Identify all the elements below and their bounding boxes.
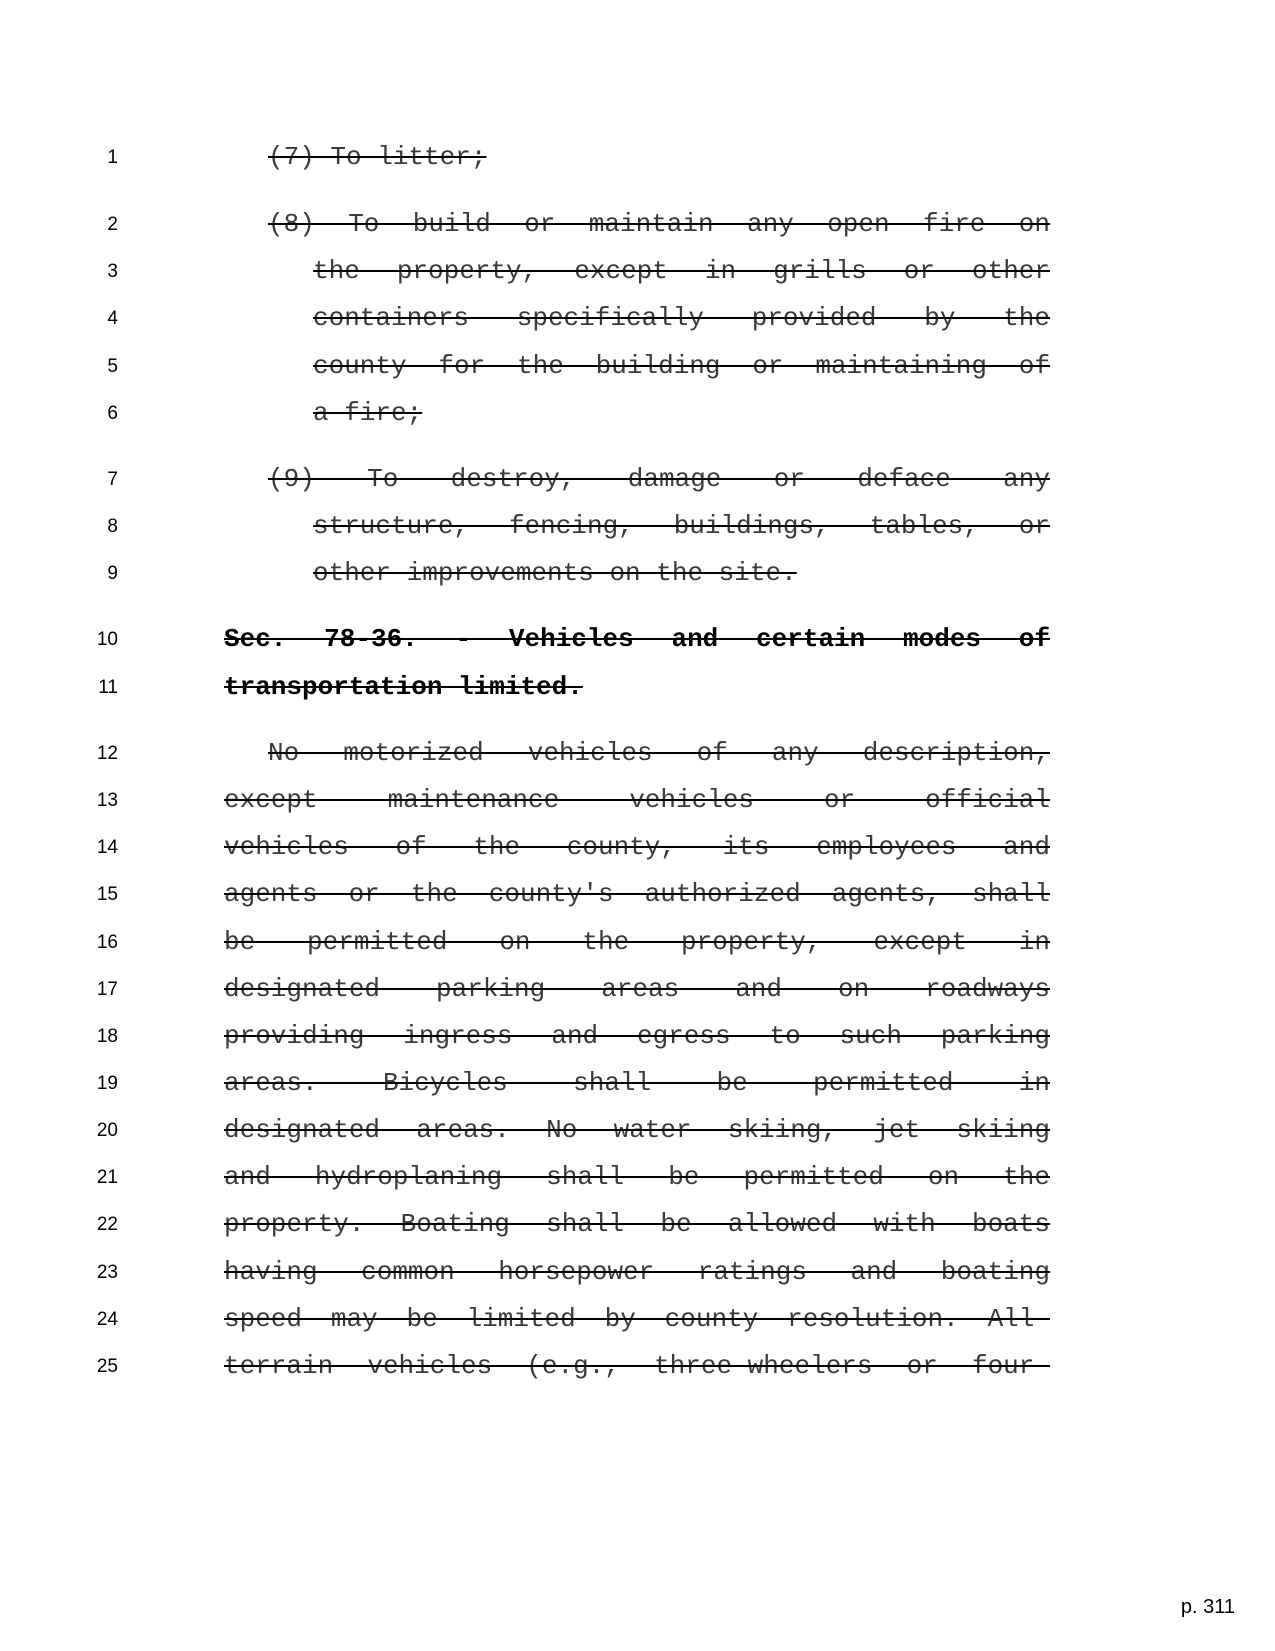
paragraph-line: be permitted on the property, except in [224,927,1050,957]
paragraph-line: except maintenance vehicles or official [224,785,1050,815]
paragraph-line: and hydroplaning shall be permitted on the [224,1162,1050,1192]
line-number: 21 [96,1167,118,1188]
line-number: 10 [96,629,118,650]
line-number: 8 [107,516,118,537]
line-number: 22 [96,1214,118,1235]
page-number: p. 311 [1180,1596,1235,1618]
line-number: 24 [96,1309,118,1330]
line-number: 9 [107,563,118,584]
item-7-line: (7) To litter; [268,142,487,172]
paragraph-line: agents or the county's authorized agents, shall [224,879,1050,909]
item-8-line: (8) To build or maintain any open fire on [268,209,1050,239]
section-heading: transportation limited. [224,672,583,702]
line-number: 4 [107,308,118,329]
item-8-line: containers specifically provided by the [313,303,1050,333]
paragraph-line: terrain vehicles (e.g., three-wheelers or four- [224,1351,1050,1381]
paragraph-line: designated areas. No water skiing, jet skiing [224,1115,1050,1145]
paragraph-line: vehicles of the county, its employees and [224,832,1050,862]
line-number: 7 [107,469,118,490]
line-number: 23 [96,1262,118,1283]
line-number: 1 [107,147,118,168]
item-9-line: other improvements on the site. [313,558,797,588]
line-number: 13 [96,790,118,811]
paragraph-line: areas. Bicycles shall be permitted in [224,1068,1050,1098]
item-9-line: structure, fencing, buildings, tables, or [313,511,1050,541]
line-number: 14 [96,837,118,858]
paragraph-line: property. Boating shall be allowed with boats [224,1209,1050,1239]
line-number: 15 [96,884,118,905]
line-number: 20 [96,1120,118,1141]
line-number: 16 [96,932,118,953]
line-number: 5 [107,356,118,377]
item-8-line: a fire; [313,398,423,428]
line-number: 12 [96,743,118,764]
line-number: 19 [96,1073,118,1094]
line-number: 3 [107,261,118,282]
paragraph-line: having common horsepower ratings and boating [224,1257,1050,1287]
item-9-line: (9) To destroy, damage or deface any [268,464,1050,494]
item-8-line: county for the building or maintaining of [313,351,1050,381]
line-number: 2 [107,214,118,235]
paragraph-line: providing ingress and egress to such parking [224,1021,1050,1051]
line-number: 18 [96,1026,118,1047]
line-number: 25 [96,1356,118,1377]
paragraph-line: designated parking areas and on roadways [224,974,1050,1004]
item-8-line: the property, except in grills or other [313,256,1050,286]
paragraph-line: No motorized vehicles of any description, [268,738,1050,768]
paragraph-line: speed may be limited by county resolution. All- [224,1304,1050,1334]
line-number: 11 [98,677,118,698]
section-heading: Sec. 78-36. - Vehicles and certain modes of [224,624,1050,654]
line-number: 17 [96,979,118,1000]
line-number: 6 [107,403,118,424]
